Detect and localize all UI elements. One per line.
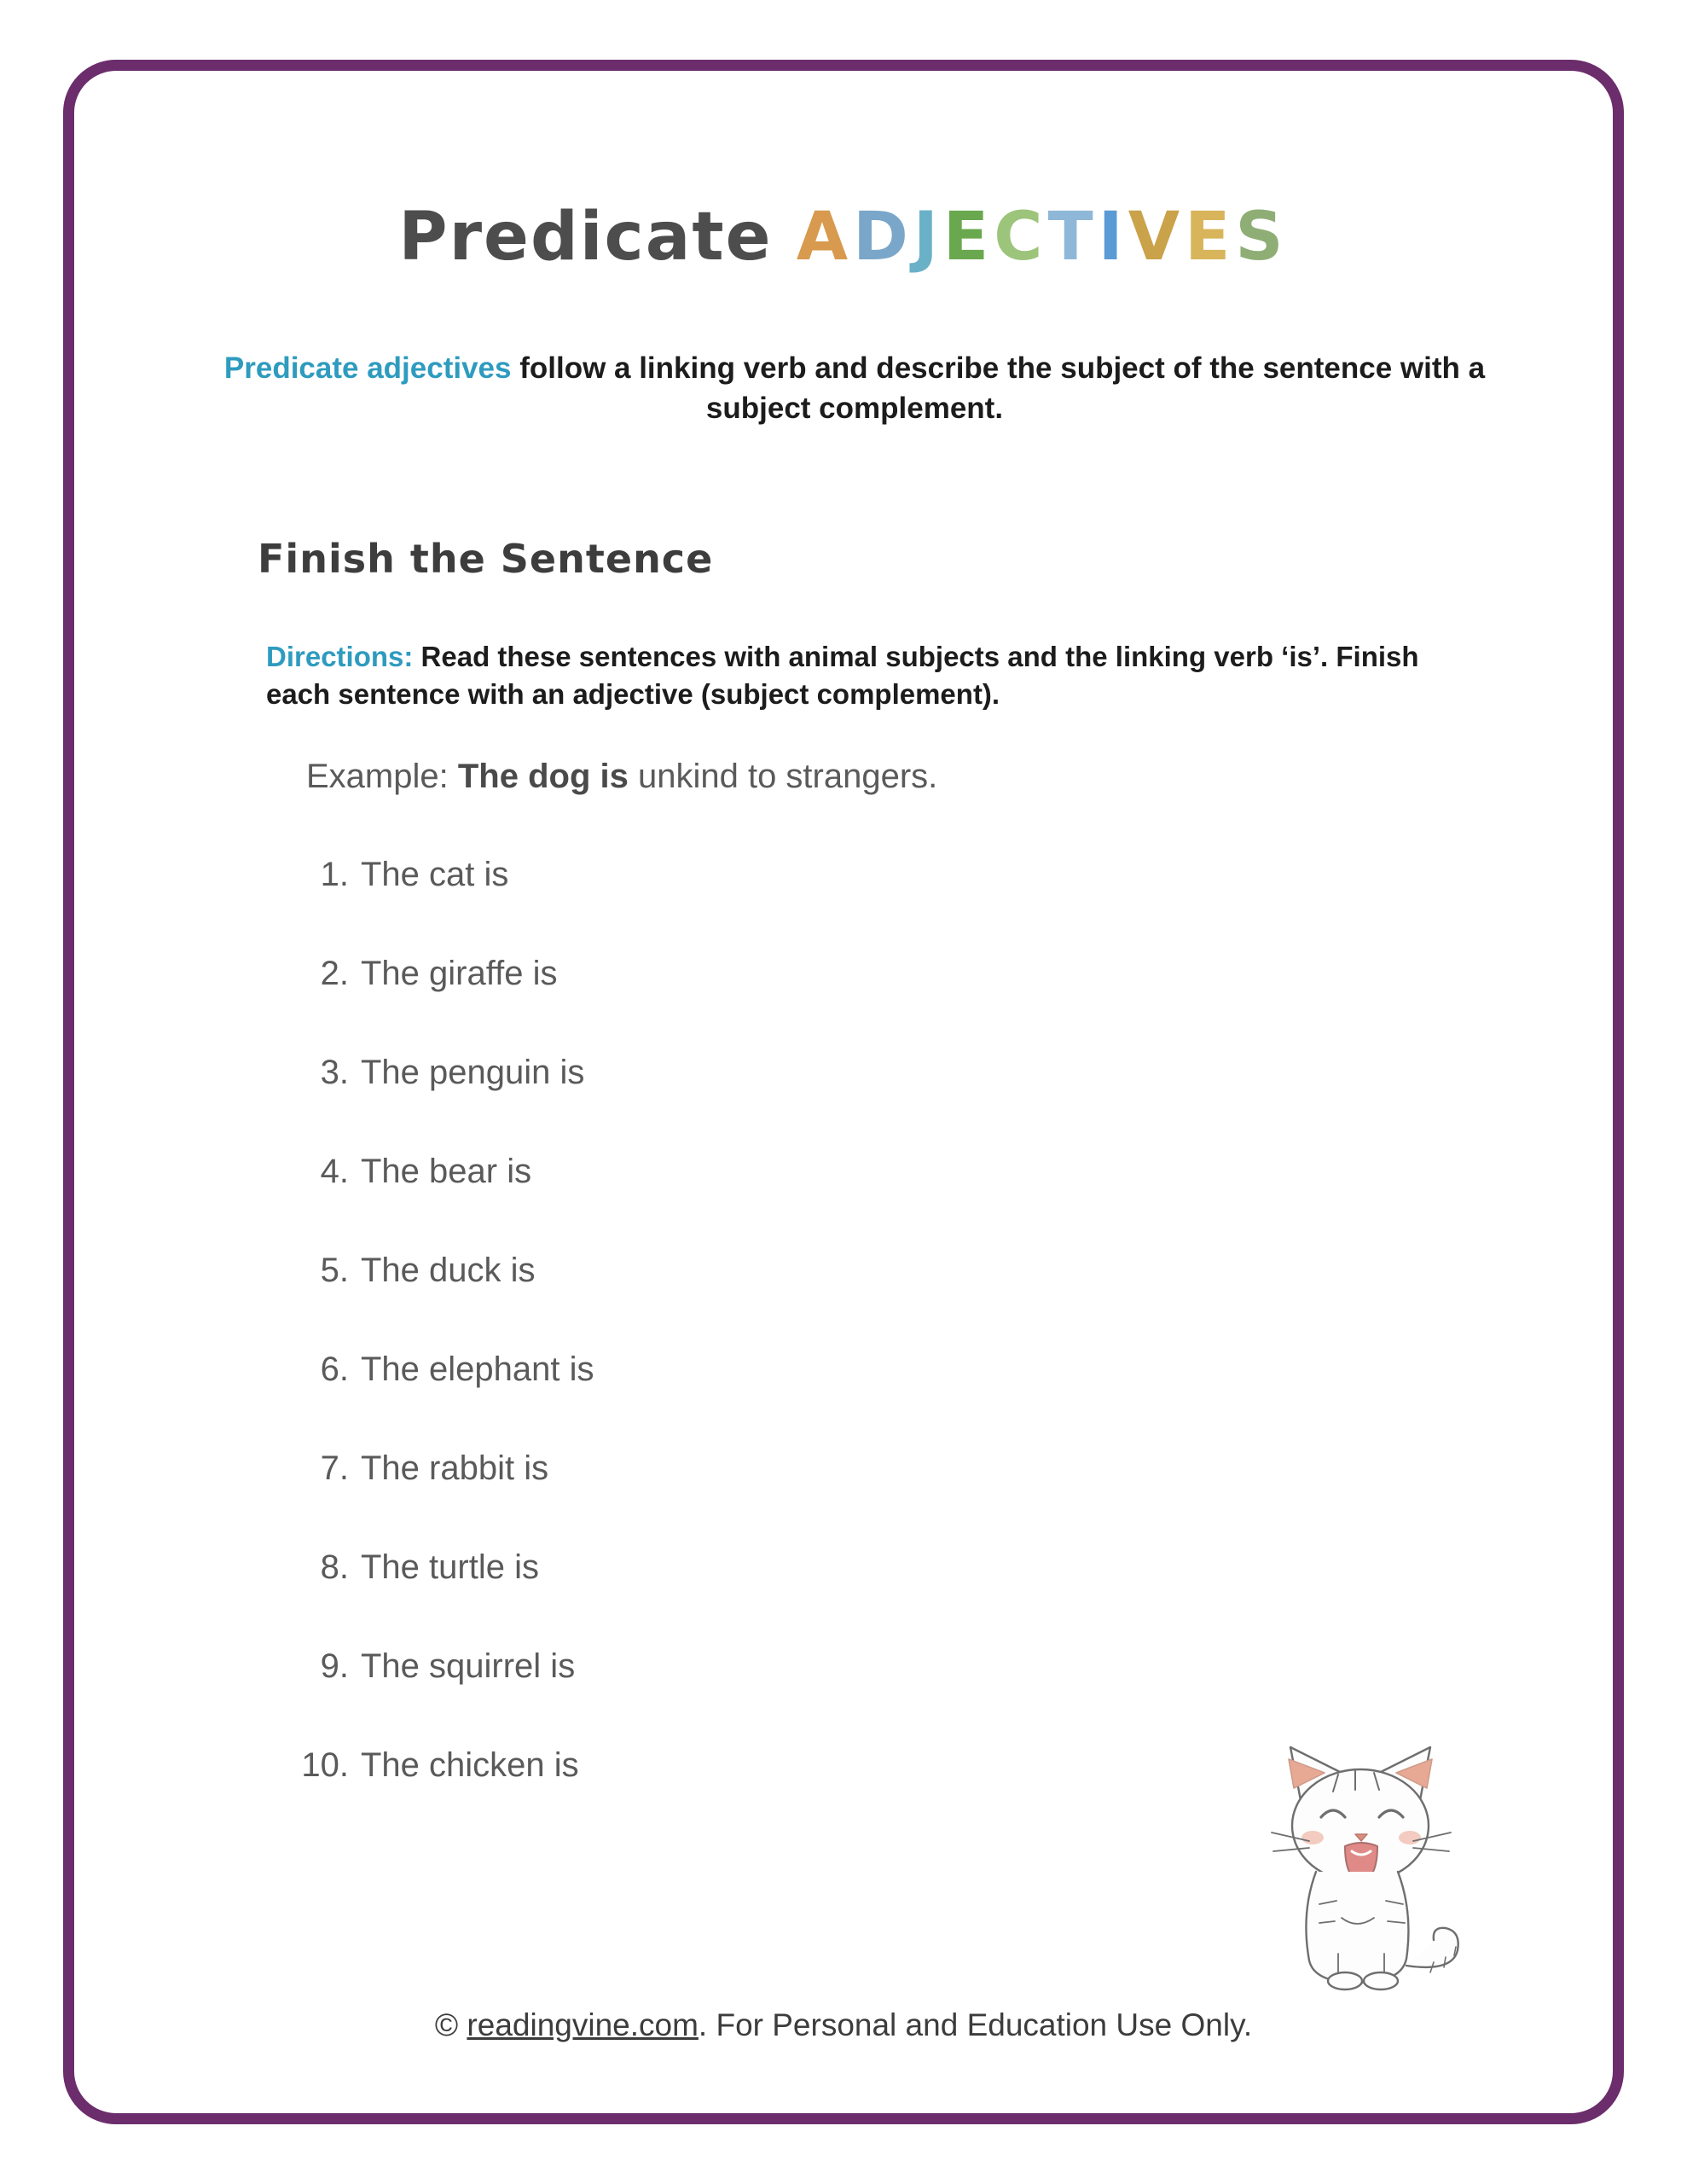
list-item-text: The duck is bbox=[361, 1252, 536, 1289]
footer-copyright: © bbox=[434, 2007, 467, 2042]
intro-highlight: Predicate adjectives bbox=[223, 351, 512, 385]
list-item-text: The giraffe is bbox=[361, 955, 558, 992]
directions-label: Directions: bbox=[266, 641, 414, 672]
list-item-number: 5. bbox=[320, 1252, 349, 1289]
list-item bbox=[279, 1548, 1217, 1647]
list-item bbox=[279, 1647, 1217, 1746]
list-item-text: The penguin is bbox=[361, 1054, 585, 1091]
list-item-number: 10. bbox=[301, 1746, 349, 1784]
worksheet-border bbox=[63, 60, 1624, 2124]
list-item-text: The cat is bbox=[361, 856, 509, 893]
list-item-text: The bear is bbox=[361, 1153, 532, 1190]
example-label: Example: bbox=[306, 758, 458, 795]
list-item-text: The rabbit is bbox=[361, 1449, 549, 1487]
intro-paragraph bbox=[219, 348, 1490, 429]
list-item bbox=[279, 1746, 1217, 1845]
kitten-illustration bbox=[1260, 1722, 1490, 2037]
list-item-number: 4. bbox=[320, 1153, 349, 1190]
list-item bbox=[279, 1153, 1217, 1252]
intro-rest: follow a linking verb and describe the subject of the sentence with a subject complement. bbox=[511, 351, 1486, 426]
list-item-number: 9. bbox=[320, 1647, 349, 1685]
sentence-list bbox=[279, 856, 1217, 1845]
example-sentence bbox=[306, 758, 937, 796]
example-bold: The dog is bbox=[457, 758, 629, 795]
list-item-text: The turtle is bbox=[361, 1548, 539, 1586]
list-item bbox=[279, 1350, 1217, 1449]
list-item-number: 8. bbox=[320, 1548, 349, 1586]
directions bbox=[266, 638, 1477, 712]
list-item bbox=[279, 1054, 1217, 1153]
footer-site-link[interactable]: readingvine.com bbox=[467, 2007, 699, 2042]
directions-text: Read these sentences with animal subjects and the linking verb ‘is’. Finish each sentence with an adjective (subject complement). bbox=[266, 641, 1419, 710]
section-heading: Finish the Sentence bbox=[258, 536, 714, 582]
list-item-text: The squirrel is bbox=[361, 1647, 576, 1685]
title-word-adjectives: ADJECTIVES bbox=[796, 199, 1289, 276]
list-item-number: 2. bbox=[320, 955, 349, 992]
list-item-text: The elephant is bbox=[361, 1350, 594, 1388]
list-item bbox=[279, 1252, 1217, 1350]
footer-rest: . For Personal and Education Use Only. bbox=[698, 2007, 1253, 2042]
title-word-predicate: Predicate bbox=[398, 199, 773, 276]
list-item bbox=[279, 856, 1217, 955]
list-item-number: 6. bbox=[320, 1350, 349, 1388]
page-title bbox=[74, 199, 1613, 276]
list-item-text: The chicken is bbox=[361, 1746, 579, 1784]
example-rest: unkind to strangers. bbox=[628, 758, 938, 795]
list-item-number: 3. bbox=[320, 1054, 349, 1091]
footer bbox=[74, 2007, 1613, 2043]
list-item-number: 7. bbox=[320, 1449, 349, 1487]
list-item bbox=[279, 955, 1217, 1054]
list-item-number: 1. bbox=[320, 856, 349, 893]
list-item bbox=[279, 1449, 1217, 1548]
